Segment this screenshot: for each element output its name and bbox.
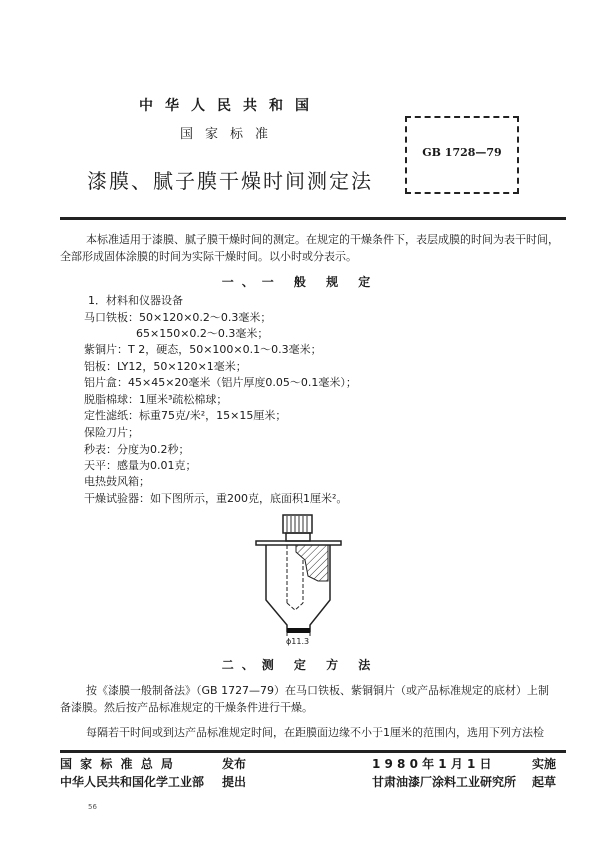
category-heading: 国家标准 — [179, 127, 280, 142]
page-number: 56 — [88, 803, 97, 811]
list-item: 定性滤纸：标重75克/米²，15×15厘米； — [84, 409, 287, 422]
country-heading: 中华人民共和国 — [139, 98, 321, 114]
list-item: 脱脂棉球：1厘米³疏松棉球； — [84, 393, 228, 406]
list-item: 干燥试验器：如下图所示，重200克，底面积1厘米²。 — [84, 492, 348, 505]
drying-tester-figure — [230, 508, 360, 636]
effective-action: 实施 — [532, 757, 557, 771]
diameter-label: ϕ11.3 — [286, 637, 310, 646]
paragraph-line: 按《漆膜一般制备法》（GB 1727—79）在马口铁板、紫铜铜片（或产品标准规定的底材）上制 — [86, 684, 550, 697]
list-item: 保险刀片； — [84, 426, 139, 439]
intro-line-2: 全部形成固体涂膜的时间为实际干燥时间。以小时或分表示。 — [60, 250, 357, 263]
effective-date: 1 9 8 0 年 1 月 1 日 — [372, 757, 492, 771]
list-item: 紫铜片：T 2，硬态，50×100×0.1～0.3毫米； — [84, 343, 322, 356]
list-item: 天平：感量为0.01克； — [84, 459, 197, 472]
list-item: 马口铁板：50×120×0.2～0.3毫米； — [84, 311, 272, 324]
drafter-action: 起草 — [532, 775, 557, 789]
proposer: 中华人民共和国化学工业部 — [60, 775, 205, 789]
paragraph-line: 备漆膜。然后按产品标准规定的干燥条件进行干燥。 — [60, 701, 313, 714]
footer-divider — [60, 750, 566, 753]
list-item: 电热鼓风箱； — [84, 475, 150, 488]
drafter: 甘肃油漆厂涂料工业研究所 — [372, 775, 517, 789]
paragraph-line: 每隔若干时间或到达产品标准规定时间，在距膜面边缘不小于1厘米的范围内，选用下列方法检 — [86, 726, 544, 739]
list-item: 铝板：LY12，50×120×1毫米； — [84, 360, 247, 373]
standard-code: GB 1728—79 — [422, 146, 502, 159]
header-divider — [60, 217, 566, 220]
issuer-action: 发布 — [222, 757, 247, 771]
issuer: 国 家 标 准 总 局 — [60, 757, 175, 771]
proposer-action: 提出 — [222, 775, 247, 789]
list-item: 65×150×0.2～0.3毫米； — [136, 327, 269, 340]
subheading: 1．材料和仪器设备 — [88, 294, 183, 307]
intro-line-1: 本标准适用于漆膜、腻子膜干燥时间的测定。在规定的干燥条件下，表层成膜的时间为表干时间， — [86, 233, 559, 246]
list-item: 铝片盒：45×45×20毫米（铝片厚度0.05～0.1毫米）； — [84, 376, 357, 389]
section-1-heading: 一、一 般 规 定 — [221, 275, 379, 289]
document-title: 漆膜、腻子膜干燥时间测定法 — [87, 169, 373, 193]
section-2-heading: 二、测 定 方 法 — [221, 658, 379, 672]
list-item: 秒表：分度为0.2秒； — [84, 443, 190, 456]
